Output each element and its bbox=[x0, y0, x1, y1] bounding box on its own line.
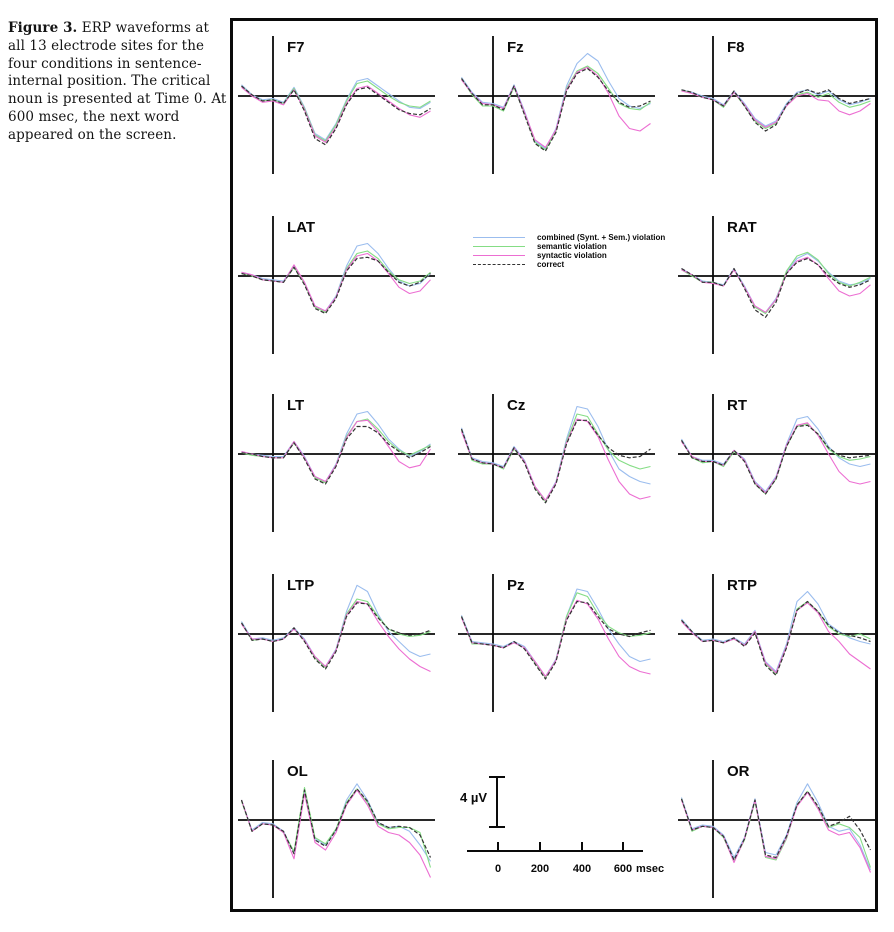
electrode-label-RAT: RAT bbox=[727, 219, 757, 236]
erp-plot-RT bbox=[678, 388, 878, 538]
erp-plot-OR bbox=[678, 754, 878, 904]
electrode-label-Cz: Cz bbox=[507, 397, 526, 414]
erp-plot-LTP bbox=[238, 568, 438, 718]
waveform-OR-semantic bbox=[682, 791, 871, 867]
waveform-OL-syntactic bbox=[242, 790, 431, 878]
time-tick-label-200: 200 bbox=[530, 863, 550, 875]
erp-plot-Cz bbox=[458, 388, 658, 538]
subplot-F7 bbox=[238, 30, 438, 180]
subplot-Cz bbox=[458, 388, 658, 538]
waveform-Fz-syntactic bbox=[462, 67, 651, 147]
subplot-Fz bbox=[458, 30, 658, 180]
amplitude-scale-bar bbox=[458, 771, 538, 833]
figure-box bbox=[230, 18, 878, 912]
waveform-Cz-semantic bbox=[462, 414, 651, 502]
legend-line-semantic bbox=[473, 246, 525, 247]
subplot-Pz bbox=[458, 568, 658, 718]
subplot-OR bbox=[678, 754, 878, 904]
figure-caption-text: ERP waveforms at all 13 electrode sites for the four conditions in sentence-internal position. The critical noun is presented at Time 0. At 600 msec, the next word appeared on the screen. bbox=[8, 20, 227, 143]
erp-plot-LAT bbox=[238, 210, 438, 360]
waveform-Pz-combined bbox=[462, 589, 651, 677]
erp-plot-Fz bbox=[458, 30, 658, 180]
waveform-Fz-combined bbox=[462, 54, 651, 149]
waveform-LAT-combined bbox=[242, 244, 431, 312]
waveform-RAT-correct bbox=[682, 259, 871, 318]
waveform-LAT-semantic bbox=[242, 251, 431, 312]
waveform-OL-semantic bbox=[242, 788, 431, 868]
subplot-LAT bbox=[238, 210, 438, 360]
waveform-RTP-syntactic bbox=[682, 603, 871, 673]
electrode-label-Fz: Fz bbox=[507, 39, 524, 56]
waveform-RTP-combined bbox=[682, 592, 871, 672]
erp-plot-F8 bbox=[678, 30, 878, 180]
subplot-LT bbox=[238, 388, 438, 538]
subplot-LTP bbox=[238, 568, 438, 718]
waveform-RT-semantic bbox=[682, 424, 871, 494]
waveform-Fz-semantic bbox=[462, 66, 651, 150]
legend-line-combined bbox=[473, 237, 525, 238]
time-axis-unit-label: msec bbox=[636, 863, 665, 875]
waveform-LTP-combined bbox=[242, 585, 431, 666]
waveform-RTP-correct bbox=[682, 602, 871, 676]
legend-label-correct: correct bbox=[537, 260, 565, 269]
electrode-label-LTP: LTP bbox=[287, 577, 315, 594]
waveform-Pz-syntactic bbox=[462, 600, 651, 676]
erp-plot-F7 bbox=[238, 30, 438, 180]
legend-label-syntactic: syntactic violation bbox=[537, 251, 607, 260]
subplot-OL bbox=[238, 754, 438, 904]
erp-plot-LT bbox=[238, 388, 438, 538]
electrode-label-RT: RT bbox=[727, 397, 747, 414]
waveform-LTP-syntactic bbox=[242, 602, 431, 672]
time-tick-label-600: 600 bbox=[613, 863, 633, 875]
waveform-OL-combined bbox=[242, 784, 431, 862]
electrode-label-F8: F8 bbox=[727, 39, 745, 56]
waveform-Cz-syntactic bbox=[462, 419, 651, 500]
waveform-F7-combined bbox=[242, 79, 431, 140]
legend-line-syntactic bbox=[473, 255, 525, 256]
erp-plot-RTP bbox=[678, 568, 878, 718]
figure-caption-label: Figure 3. bbox=[8, 20, 78, 36]
waveform-LAT-correct bbox=[242, 257, 431, 313]
subplot-RAT bbox=[678, 210, 878, 360]
time-axis bbox=[458, 826, 688, 881]
subplot-RT bbox=[678, 388, 878, 538]
figure-caption bbox=[8, 20, 230, 145]
scale-bar-label: 4 µV bbox=[460, 790, 488, 805]
waveform-Pz-correct bbox=[462, 602, 651, 680]
waveform-RTP-semantic bbox=[682, 602, 871, 675]
subplot-RTP bbox=[678, 568, 878, 718]
electrode-label-OL: OL bbox=[287, 763, 308, 780]
electrode-label-LT: LT bbox=[287, 397, 305, 414]
erp-plot-OL bbox=[238, 754, 438, 904]
waveform-F7-syntactic bbox=[242, 86, 431, 142]
electrode-label-F7: F7 bbox=[287, 39, 305, 56]
subplot-F8 bbox=[678, 30, 878, 180]
waveform-RAT-syntactic bbox=[682, 257, 871, 312]
electrode-label-RTP: RTP bbox=[727, 577, 757, 594]
waveform-LT-correct bbox=[242, 427, 431, 485]
legend-label-combined: combined (Synt. + Sem.) violation bbox=[537, 233, 666, 242]
waveform-LTP-correct bbox=[242, 603, 431, 669]
waveform-Fz-correct bbox=[462, 69, 651, 152]
legend-label-semantic: semantic violation bbox=[537, 242, 607, 251]
waveform-F7-correct bbox=[242, 86, 431, 145]
electrode-label-LAT: LAT bbox=[287, 219, 316, 236]
erp-plot-RAT bbox=[678, 210, 878, 360]
erp-plot-Pz bbox=[458, 568, 658, 718]
time-tick-label-0: 0 bbox=[494, 863, 502, 875]
electrode-label-Pz: Pz bbox=[507, 577, 525, 594]
electrode-label-OR: OR bbox=[727, 763, 750, 780]
time-tick-label-400: 400 bbox=[572, 863, 592, 875]
legend-line-correct bbox=[473, 264, 525, 265]
waveform-LT-combined bbox=[242, 412, 431, 482]
